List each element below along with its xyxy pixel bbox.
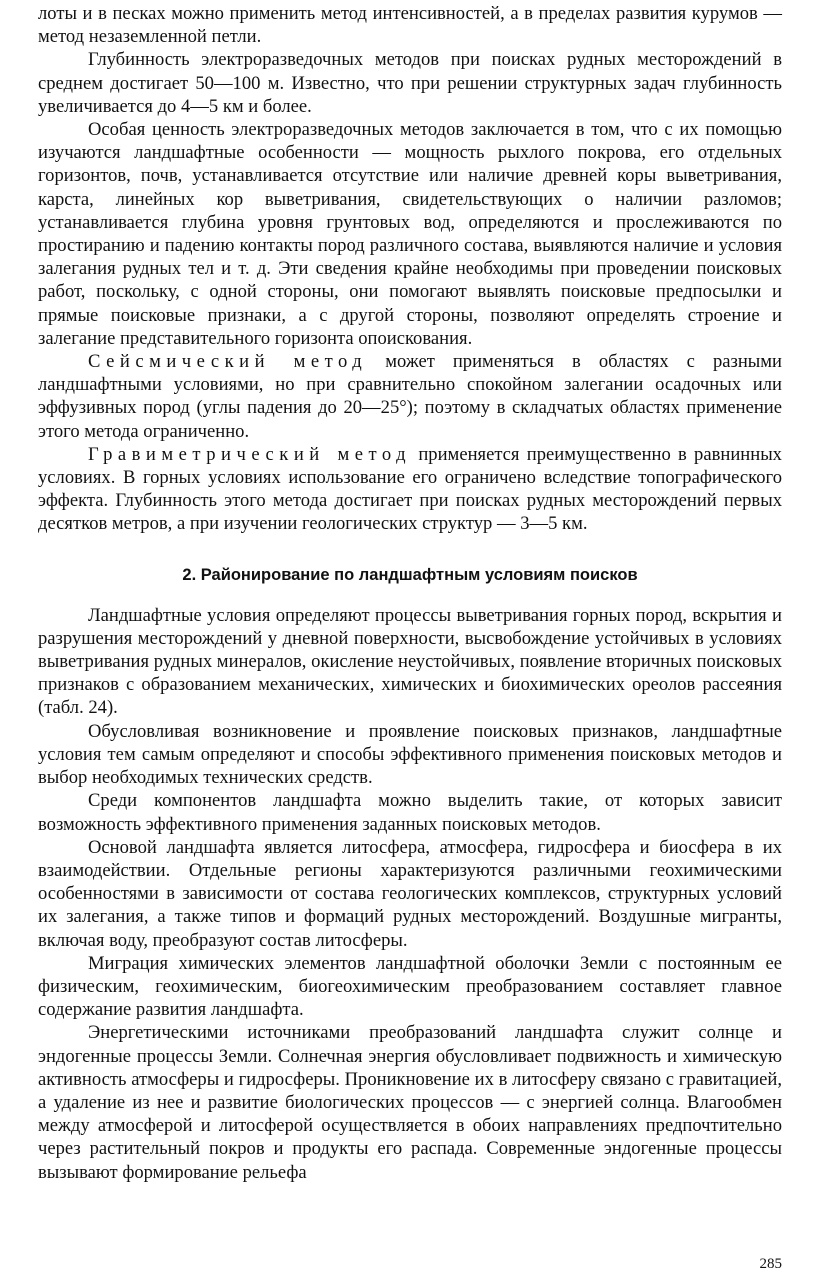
gravimetric-method-text: применяется преимущественно в равнинных условиях. В горных условиях использование его ограничено вследствие топографического эффекта. Глубинность этого метода достигает при поисках рудных месторождений первых десятков метров, а при изучении геологических структур — 3—5 км. [38, 443, 782, 535]
paragraph-migration: Миграция химических элементов ландшафтной оболочки Земли с постоянным ее физическим, геохимическим, биогеохимическим преобразованием составляет главное содержание развития ландшафта. [38, 952, 782, 1021]
page-body [38, 2, 782, 1184]
paragraph-search-signs: Обусловливая возникновение и проявление поисковых признаков, ландшафтные условия тем самым определяют и способы эффективного применения поисковых методов и выбор необходимых технических средств. [38, 720, 782, 789]
section-heading: 2. Районирование по ландшафтным условиям поисков [182, 565, 638, 584]
paragraph-energy-sources: Энергетическими источниками преобразований ландшафта служит солнце и эндогенные процессы Земли. Солнечная энергия обусловливает подвижность и химическую активность атмосферы и гидросферы. Проникновение их в литосферу связано с гравитацией, а удаление из нее и развитие биологических процессов — с энергией солнца. Влагообмен между атмосферой и литосферой осуществляется в обоих направлениях предпочтительно через растительный покров и продукты его распада. Современные эндогенные процессы вызывают формирование рельефа [38, 1022, 782, 1183]
seismic-method-text: может применяться в областях с разными ландшафтными условиями, но при сравнительно спокойном залегании осадочных или эффузивных пород (углы падения до 20—25°); поэтому в складчатых областях применение этого метода ограниченно. [38, 351, 783, 442]
paragraph-seismic [38, 350, 782, 443]
paragraph-continuation: лоты и в песках можно применить метод интенсивностей, а в пределах развития курумов — метод незаземленной петли. [38, 3, 782, 48]
page-number: 285 [759, 1256, 782, 1272]
paragraph-landscape-basis: Основой ландшафта является литосфера, атмосфера, гидросфера и биосфера в их взаимодействии. Отдельные регионы характеризуются различными геохимическими особенностями в зависимости от состава геологических комплексов, структурных условий их залегания, а также типов и формаций рудных месторождений. Воздушные мигранты, включая воду, преобразуют состав литосферы. [38, 836, 782, 951]
paragraph-gravimetric [38, 443, 782, 536]
paragraph-electro-value: Особая ценность электроразведочных методов заключается в том, что с их помощью изучаются ландшафтные особенности — мощность рыхлого покрова, его отдельных горизонтов, почв, устанавливается отсутствие или наличие древней коры выветривания, карста, линейных кор выветривания, свидетельствующих о наличии разломов; устанавливается глубина уровня грунтовых вод, определяются и прослеживаются по простиранию и падению контакты пород различного состава, выявляются наличие и условия залегания рудных тел и т. д. Эти сведения крайне необходимы при проведении поисковых работ, поскольку, с одной стороны, они помогают выявлять поисковые предпосылки и прямые поисковые признаки, а с другой стороны, позволяют определять строение и залегание представительного горизонта опоискования. [38, 119, 782, 349]
paragraph-landscape-components: Среди компонентов ландшафта можно выделить такие, от которых зависит возможность эффективного применения заданных поисковых методов. [38, 790, 782, 835]
paragraph-landscape-conditions: Ландшафтные условия определяют процессы выветривания горных пород, вскрытия и разрушения месторождений у дневной поверхности, высвобождение устойчивых в условиях выветривания рудных минералов, окисление неустойчивых, появление вторичных поисковых признаков с образованием механических, химических и биохимических ореолов рассеяния (табл. 24). [38, 604, 782, 719]
seismic-method-term: Сейсмический метод [88, 351, 368, 373]
paragraph-depth-electro: Глубинность электроразведочных методов при поисках рудных месторождений в среднем достигает 50—100 м. Известно, что при решении структурных задач глубинность увеличивается до 4—5 км и более. [38, 49, 782, 117]
gravimetric-method-term: Гравиметрический метод [88, 443, 412, 465]
